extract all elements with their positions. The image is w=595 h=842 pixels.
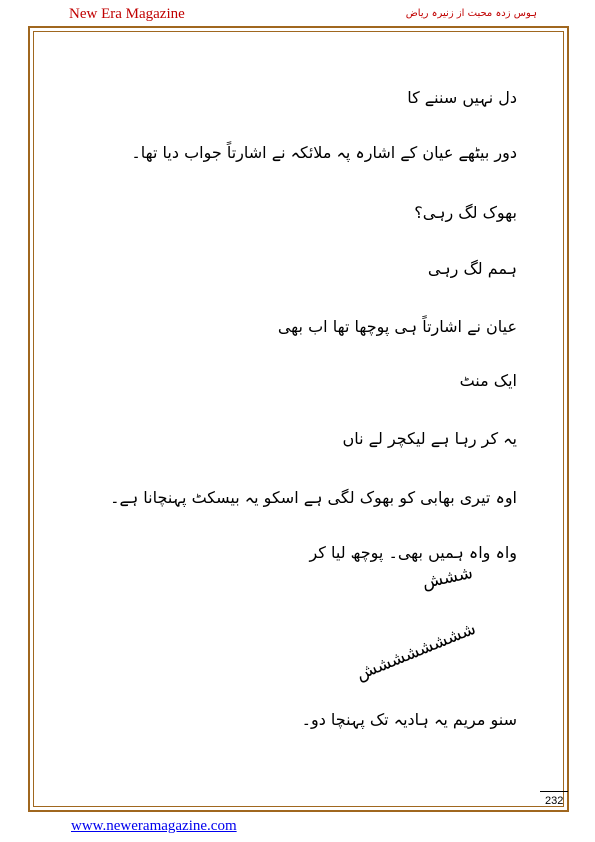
hush-sound: ششش xyxy=(420,562,475,594)
text-line: دل نہیں سننے کا xyxy=(407,88,517,107)
website-link[interactable]: www.neweramagazine.com xyxy=(71,818,237,834)
novel-title: ہوس زدہ محبت از زنیرہ ریاض xyxy=(405,8,537,19)
hush-sound-long: شششششششش xyxy=(353,618,479,685)
text-line: اوہ تیری بھابی کو بھوک لگی ہے اسکو یہ بیسکٹ پہنچانا ہے۔ xyxy=(110,488,517,507)
text-line: سنو مریم یہ ہادیہ تک پہنچا دو۔ xyxy=(301,710,517,729)
text-line: یہ کر رہا ہے لیکچر لے ناں xyxy=(342,429,517,448)
magazine-title: New Era Magazine xyxy=(69,6,185,22)
text-line: واہ واہ ہمیں بھی۔ پوچھ لیا کر xyxy=(309,543,517,562)
text-line: عیان نے اشارتاً ہی پوچھا تھا اب بھی xyxy=(277,317,517,336)
text-line: ہمم لگ رہی xyxy=(427,259,517,278)
text-line: بھوک لگ رہی؟ xyxy=(414,203,517,222)
text-line: ایک منٹ xyxy=(459,371,517,390)
page-number: 232 xyxy=(545,795,564,807)
page-number-rule xyxy=(540,791,568,792)
text-line: دور بیٹھے عیان کے اشارہ پہ ملائکہ نے اشارتاً جواب دیا تھا۔ xyxy=(131,143,517,162)
